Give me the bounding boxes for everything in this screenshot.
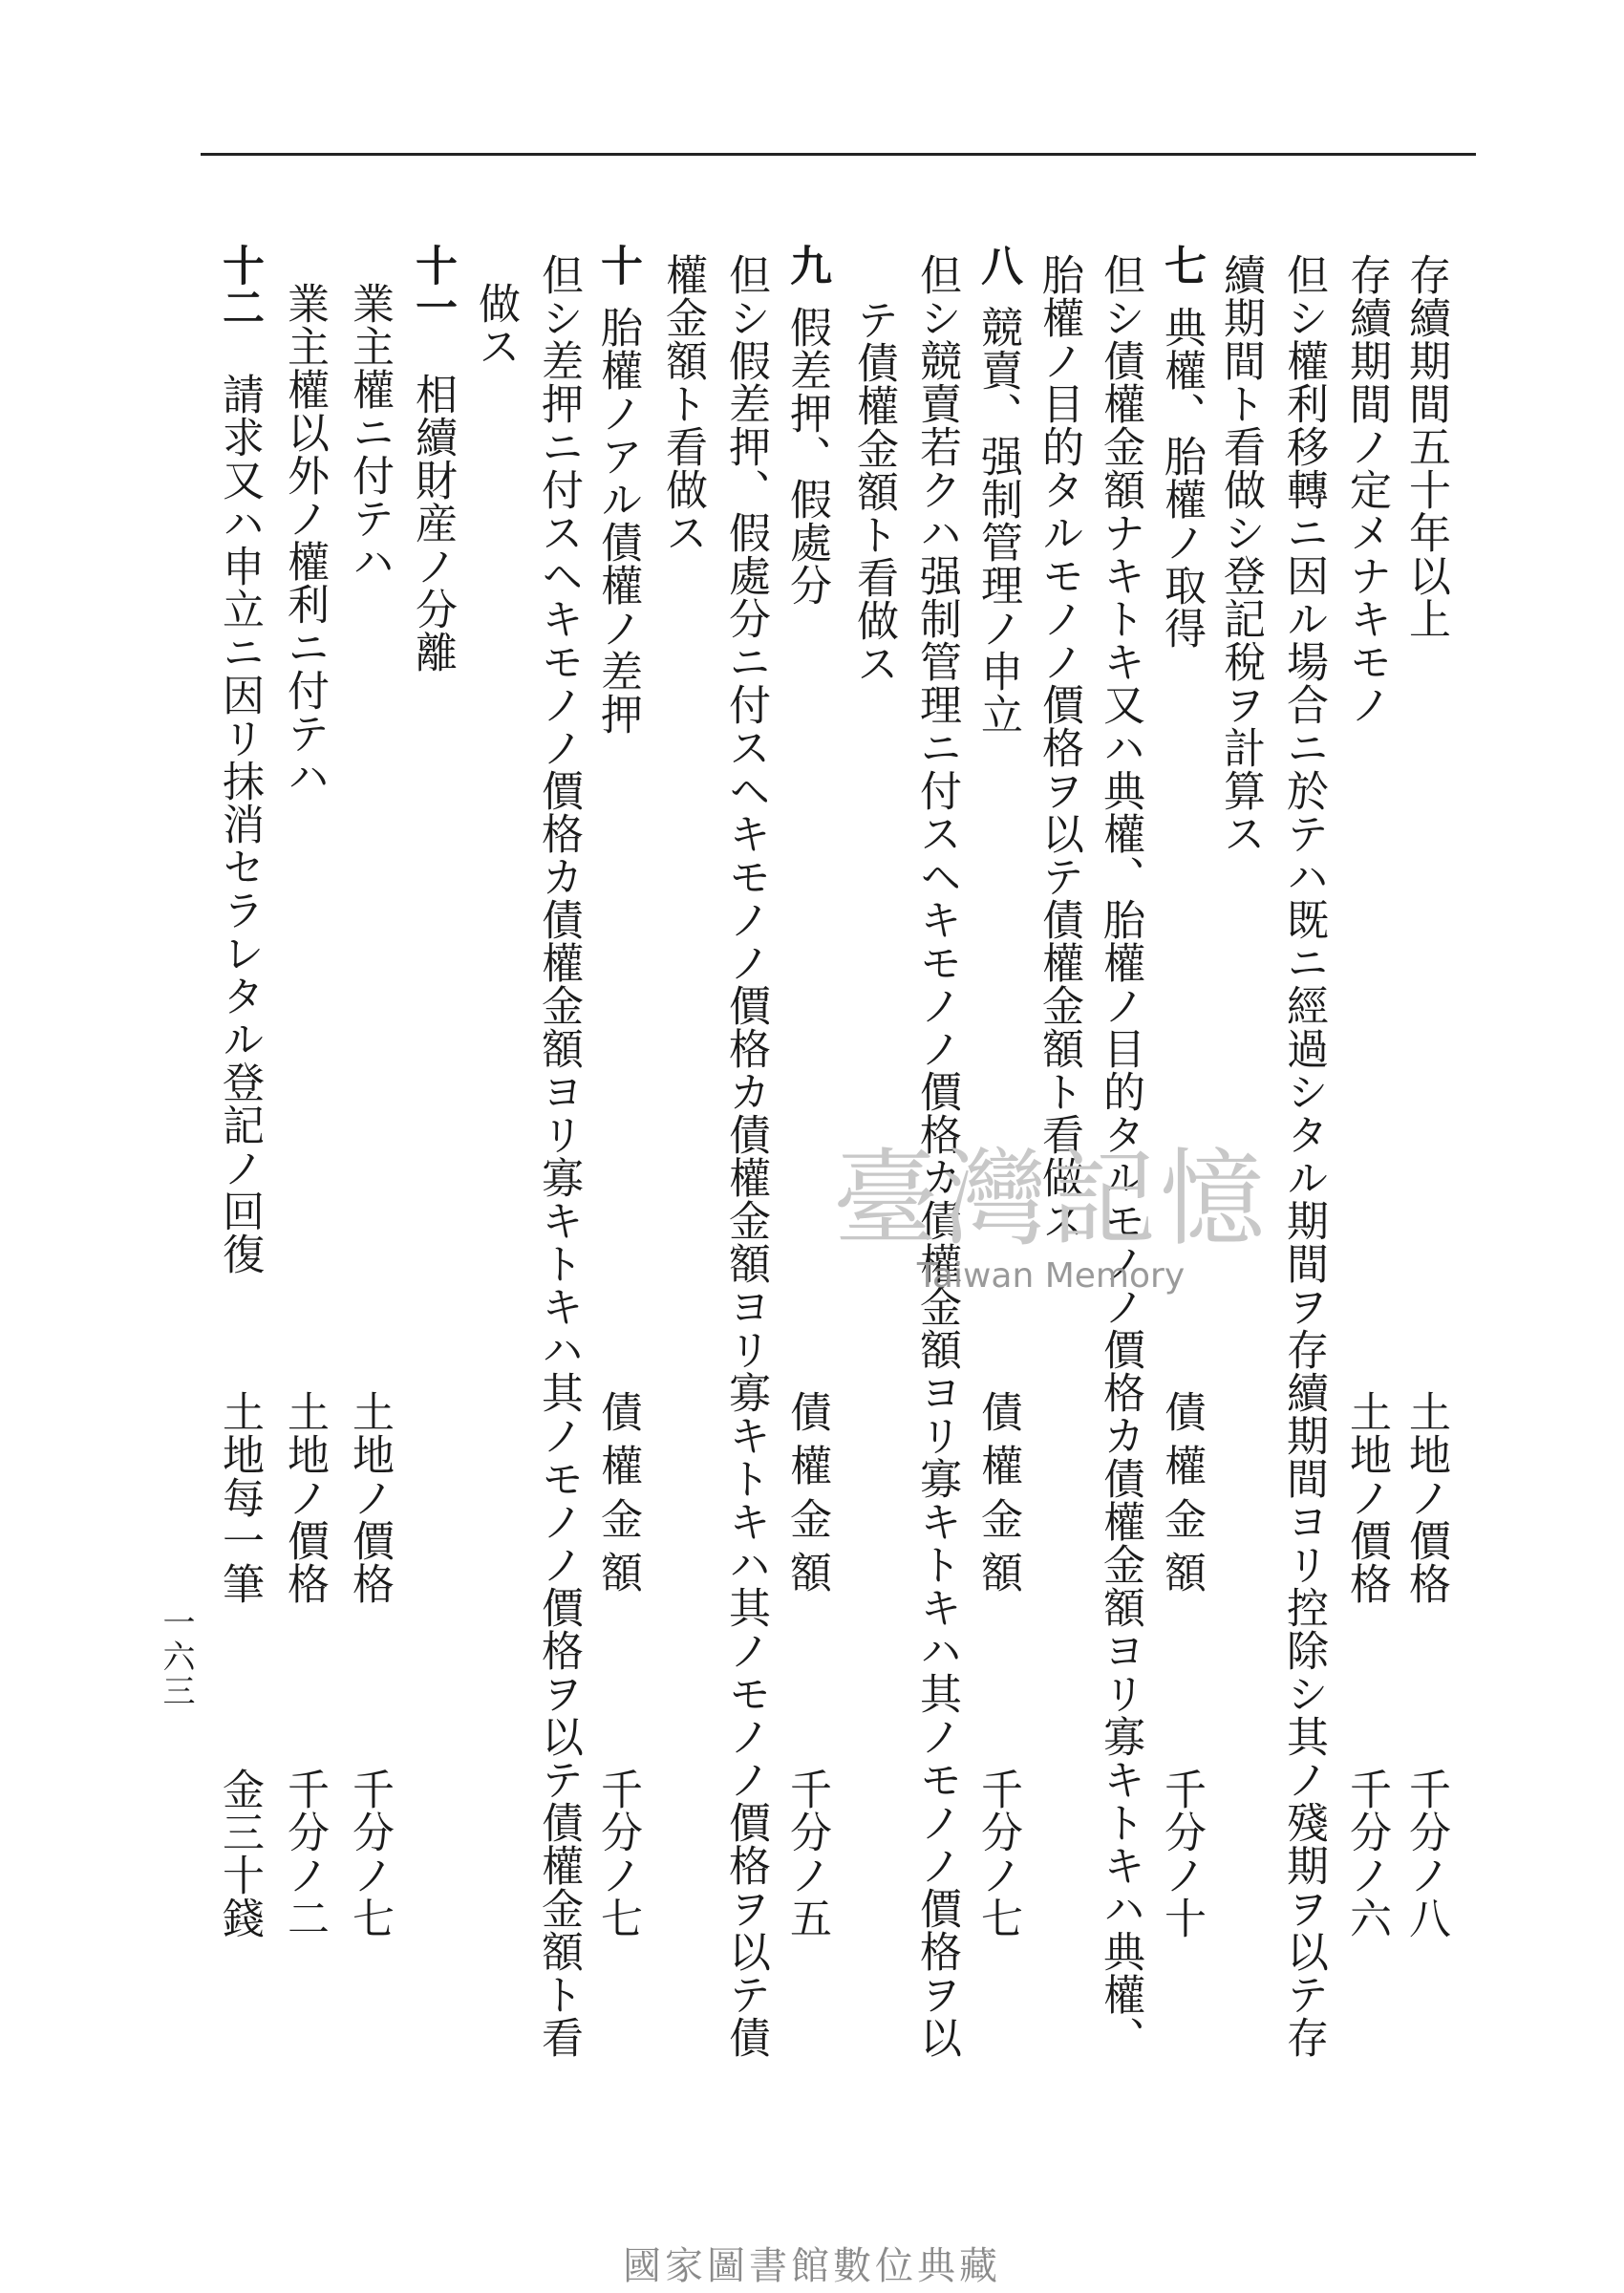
item-number: 十 [593, 244, 642, 286]
text-column: 但シ權利移轉ニ因ル場合ニ於テハ既ニ經過シタル期間ヲ存續期間ヨリ控除シ其ノ殘期ヲ以テ存 [1279, 253, 1328, 2059]
text-column: 但シ債權金額ナキトキ又ハ典權、胎權ノ目的タルモノノ價格カ債權金額ヨリ寡キトキハ典權、 [1096, 253, 1144, 2059]
page-number: 一六三 [157, 1605, 195, 1708]
text-column: 權金額ト看做ス [658, 253, 707, 554]
item-number: 八 [973, 244, 1022, 286]
text-column: 但シ假差押、假處分ニ付スヘキモノノ價格カ債權金額ヨリ寡キトキハ其ノモノノ價格ヲ以テ債 [721, 253, 770, 2059]
text-column: 續期間ト看做シ登記稅ヲ計算ス [1216, 253, 1265, 855]
text-column: 做ス [471, 282, 520, 368]
tax-base: 債權金額 [973, 1390, 1022, 1604]
tax-base: 債權金額 [782, 1390, 831, 1604]
footer-text: 國家圖書館數位典藏 [623, 2244, 1001, 2288]
text-column: 存續期間ノ定メナキモノ [1342, 253, 1391, 726]
text-column: 胎權ノ目的タルモノノ價格ヲ以テ債權金額ト看做ス [1035, 253, 1083, 1242]
text-column: 假差押、假處分 [782, 306, 831, 607]
text-column: 存續期間五十年以上 [1401, 253, 1450, 640]
tax-rate: 千分ノ五 [782, 1768, 831, 1939]
tax-rate: 千分ノ七 [345, 1768, 394, 1939]
tax-base: 土地ノ價格 [280, 1390, 329, 1605]
tax-rate: 千分ノ二 [280, 1768, 329, 1939]
tax-base: 土地ノ價格 [1342, 1390, 1391, 1605]
tax-base: 土地ノ價格 [1401, 1390, 1450, 1605]
item-number: 十一 [408, 244, 457, 328]
tax-rate: 千分ノ六 [1342, 1768, 1391, 1939]
text-column: テ債權金額ト看做ス [849, 298, 898, 685]
text-column: 競賣、强制管理ノ申立 [973, 306, 1022, 736]
tax-base: 債權金額 [593, 1390, 642, 1604]
tax-base: 土地每一筆 [215, 1390, 264, 1605]
tax-base: 土地ノ價格 [345, 1390, 394, 1605]
text-column: 但シ競賣若クハ强制管理ニ付スヘキモノノ價格カ債權金額ヨリ寡キトキハ其ノモノノ價格ヲ以 [912, 253, 961, 2059]
tax-rate: 金三十錢 [215, 1768, 264, 1939]
item-number: 九 [782, 244, 831, 286]
text-column: 業主權ニ付テハ [345, 282, 394, 583]
text-column: 業主權以外ノ權利ニ付テハ [280, 282, 329, 798]
tax-rate: 千分ノ十 [1157, 1768, 1206, 1939]
text-column: 典權、胎權ノ取得 [1157, 306, 1206, 650]
text-column: 相續財産ノ分離 [408, 373, 457, 674]
tax-rate: 千分ノ八 [1401, 1768, 1450, 1939]
tax-base: 債權金額 [1157, 1390, 1206, 1604]
top-rule [201, 153, 1476, 156]
item-number: 十二 [215, 244, 264, 328]
watermark-caption: Taiwan Memory [916, 1256, 1186, 1296]
text-column: 胎權ノアル債權ノ差押 [593, 306, 642, 736]
watermark-text: 臺灣記憶 [833, 1138, 1269, 1260]
tax-rate: 千分ノ七 [973, 1768, 1022, 1939]
item-number: 七 [1157, 244, 1206, 286]
text-column: 請求又ハ申立ニ因リ抹消セラレタル登記ノ回復 [215, 373, 264, 1275]
tax-rate: 千分ノ七 [593, 1768, 642, 1939]
text-column: 但シ差押ニ付スヘキモノノ價格カ債權金額ヨリ寡キトキハ其ノモノノ價格ヲ以テ債權金額ト看 [534, 253, 583, 2059]
